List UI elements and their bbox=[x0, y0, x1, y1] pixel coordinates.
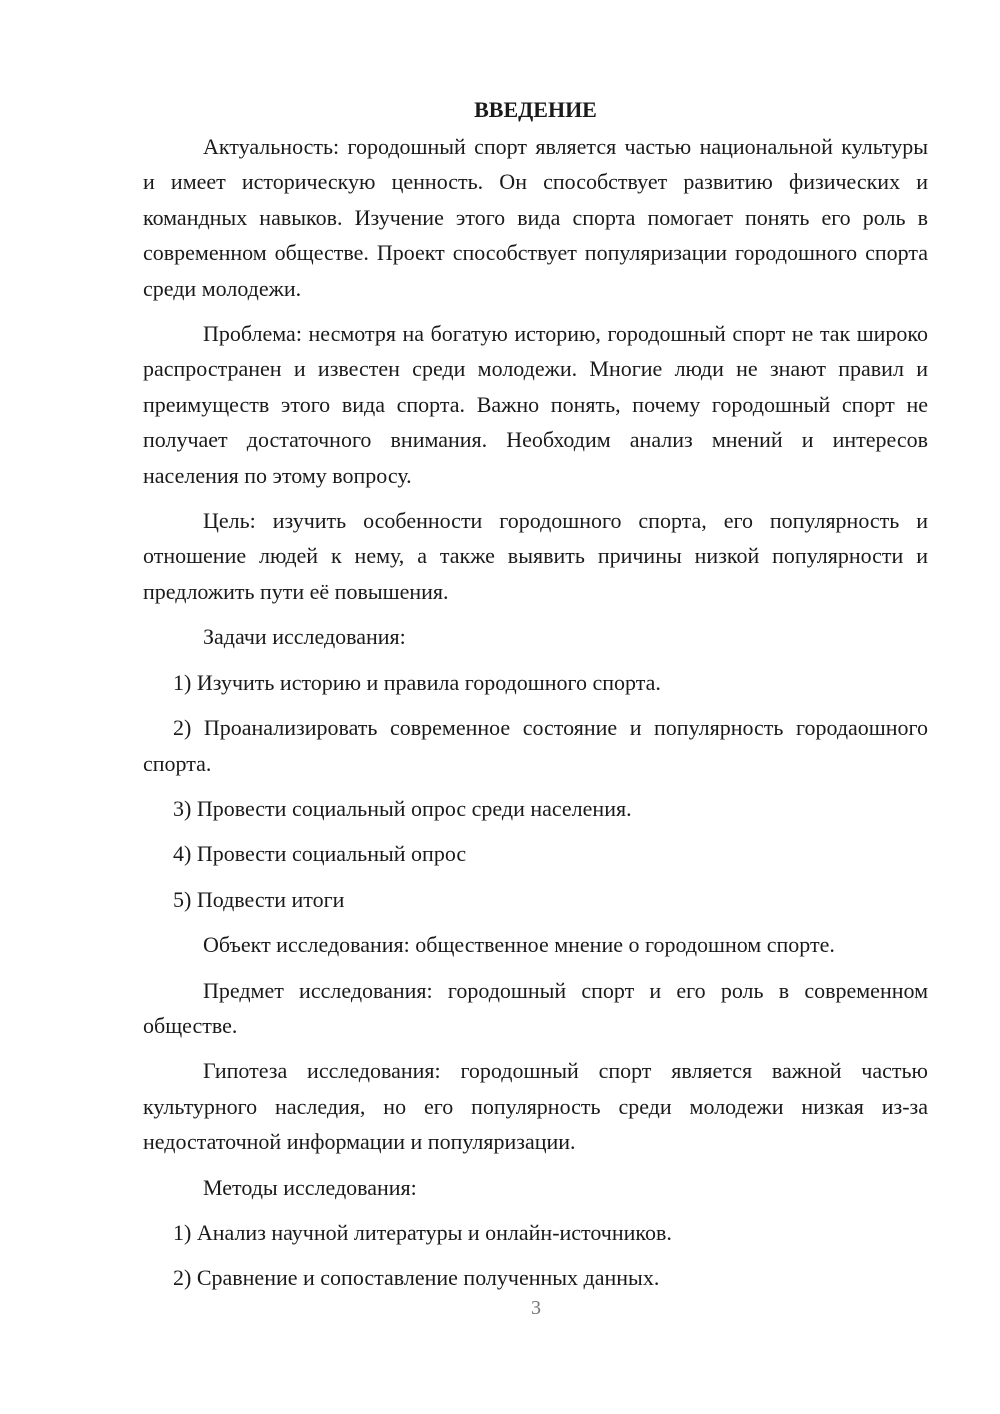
paragraph-hypothesis: Гипотеза исследования: городошный спорт является важной частью культурного наследия, но его популярность среди молодежи низкая из-за недостаточной информации и популяризации. bbox=[143, 1058, 928, 1155]
paragraph-object: Объект исследования: общественное мнение о городошном спорте. bbox=[203, 932, 835, 958]
paragraph-problem: Проблема: несмотря на богатую историю, городошный спорт не так широко распространен и известен среди молодежи. Многие люди не знают правил и преимуществ этого вида спорта. Важно понять, почему городошный спорт не получает достаточного внимания. Необходим анализ мнений и интересов населения по этому вопросу. bbox=[143, 321, 928, 488]
tasks-heading: Задачи исследования: bbox=[203, 624, 406, 650]
paragraph-relevance: Актуальность: городошный спорт является частью национальной культуры и имеет историческую ценность. Он способствует развитию физических и командных навыков. Изучение этого вида спорта помогает понять его роль в современном обществе. Проект способствует популяризации городошного спорта среди молодежи. bbox=[143, 134, 928, 301]
task-item-1: 1) Изучить историю и правила городошного спорта. bbox=[173, 669, 661, 695]
methods-heading: Методы исследования: bbox=[203, 1174, 417, 1200]
task-item-2: 2) Проанализировать современное состояние и популярность городаошного спорта. bbox=[143, 715, 928, 776]
task-item-3: 3) Провести социальный опрос среди населения. bbox=[173, 795, 632, 821]
paragraph-subject: Предмет исследования: городошный спорт и его роль в современном обществе. bbox=[143, 977, 928, 1038]
page-number: 3 bbox=[531, 1297, 541, 1319]
task-item-4: 4) Провести социальный опрос bbox=[173, 841, 467, 867]
task-item-5: 5) Подвести итоги bbox=[173, 886, 345, 912]
method-item-2: 2) Сравнение и сопоставление полученных данных. bbox=[173, 1265, 660, 1291]
page-title: ВВЕДЕНИЕ bbox=[474, 97, 597, 122]
document-body bbox=[143, 92, 928, 1306]
method-item-1: 1) Анализ научной литературы и онлайн-источников. bbox=[173, 1219, 672, 1245]
paragraph-goal: Цель: изучить особенности городошного спорта, его популярность и отношение людей к нему, а также выявить причины низкой популярности и предложить пути её повышения. bbox=[143, 508, 928, 604]
